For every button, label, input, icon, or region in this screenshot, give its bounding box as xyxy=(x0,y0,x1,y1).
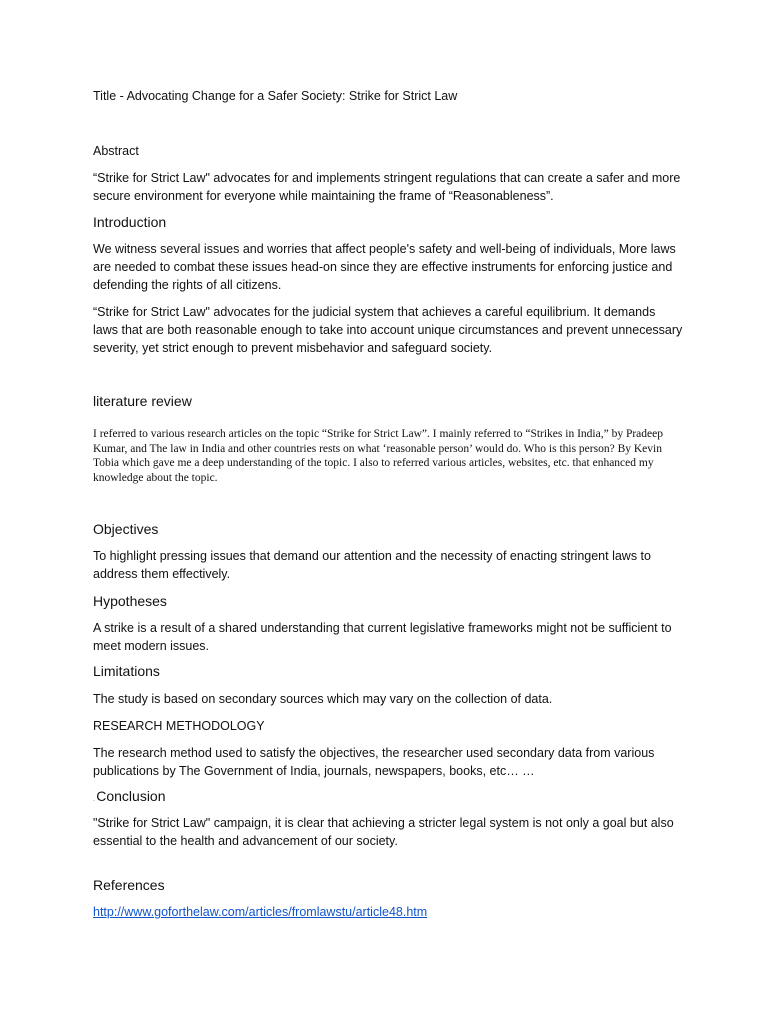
conclusion-heading: Conclusion xyxy=(96,788,166,804)
abstract-heading: Abstract xyxy=(93,144,139,158)
hypotheses-heading: Hypotheses xyxy=(93,593,167,609)
introduction-paragraph-1: We witness several issues and worries that affect people's safety and well-being of individuals, More laws are needed to combat these issues head-on since they are effective instruments for enforcing justice and defending the rights of all citizens. xyxy=(93,242,676,292)
objectives-text: To highlight pressing issues that demand our attention and the necessity of enacting stringent laws to address them effectively. xyxy=(93,549,651,581)
introduction-heading: Introduction xyxy=(93,214,167,230)
introduction-paragraph-2: “Strike for Strict Law" advocates for the judicial system that achieves a careful equilibrium. It demands laws that are both reasonable enough to take into account unique circumstances and prevent unnecessary severity, yet strict enough to prevent misbehavior and safeguard society. xyxy=(93,305,683,355)
hypotheses-text: A strike is a result of a shared understanding that current legislative frameworks might not be sufficient to meet modern issues. xyxy=(93,621,672,653)
research-methodology-text: The research method used to satisfy the objectives, the researcher used secondary data from various publications by The Government of India, journals, newspapers, books, etc… … xyxy=(93,746,655,778)
abstract-text: “Strike for Strict Law" advocates for and implements stringent regulations that can create a safer and more secure environment for everyone while maintaining the frame of “Reasonableness”. xyxy=(93,171,681,203)
document-title: Title - Advocating Change for a Safer Society: Strike for Strict Law xyxy=(93,89,458,103)
literature-review-heading: literature review xyxy=(93,393,192,409)
conclusion-text: "Strike for Strict Law" campaign, it is clear that achieving a stricter legal system is not only a goal but also essential to the health and advancement of our society. xyxy=(93,816,674,848)
limitations-heading: Limitations xyxy=(93,663,160,679)
research-methodology-heading: RESEARCH METHODOLOGY xyxy=(93,719,265,733)
limitations-text: The study is based on secondary sources which may vary on the collection of data. xyxy=(93,692,553,706)
conclusion-heading-line xyxy=(93,787,683,808)
conclusion-marker: . xyxy=(93,794,96,803)
references-heading: References xyxy=(93,877,165,893)
reference-link[interactable]: http://www.goforthelaw.com/articles/fromlawstu/article48.htm xyxy=(93,905,428,919)
objectives-heading: Objectives xyxy=(93,521,159,537)
literature-review-text: I referred to various research articles on the topic “Strike for Strict Law”. I mainly referred to “Strikes in India,” by Pradeep Kumar, and The law in India and other countries rests on what ‘reasonable person’ would do. Who is this person? By Kevin Tobia which gave me a deep understanding of the topic. I also to referred various articles, websites, etc. that enhanced my knowledge about the topic. xyxy=(93,428,663,484)
